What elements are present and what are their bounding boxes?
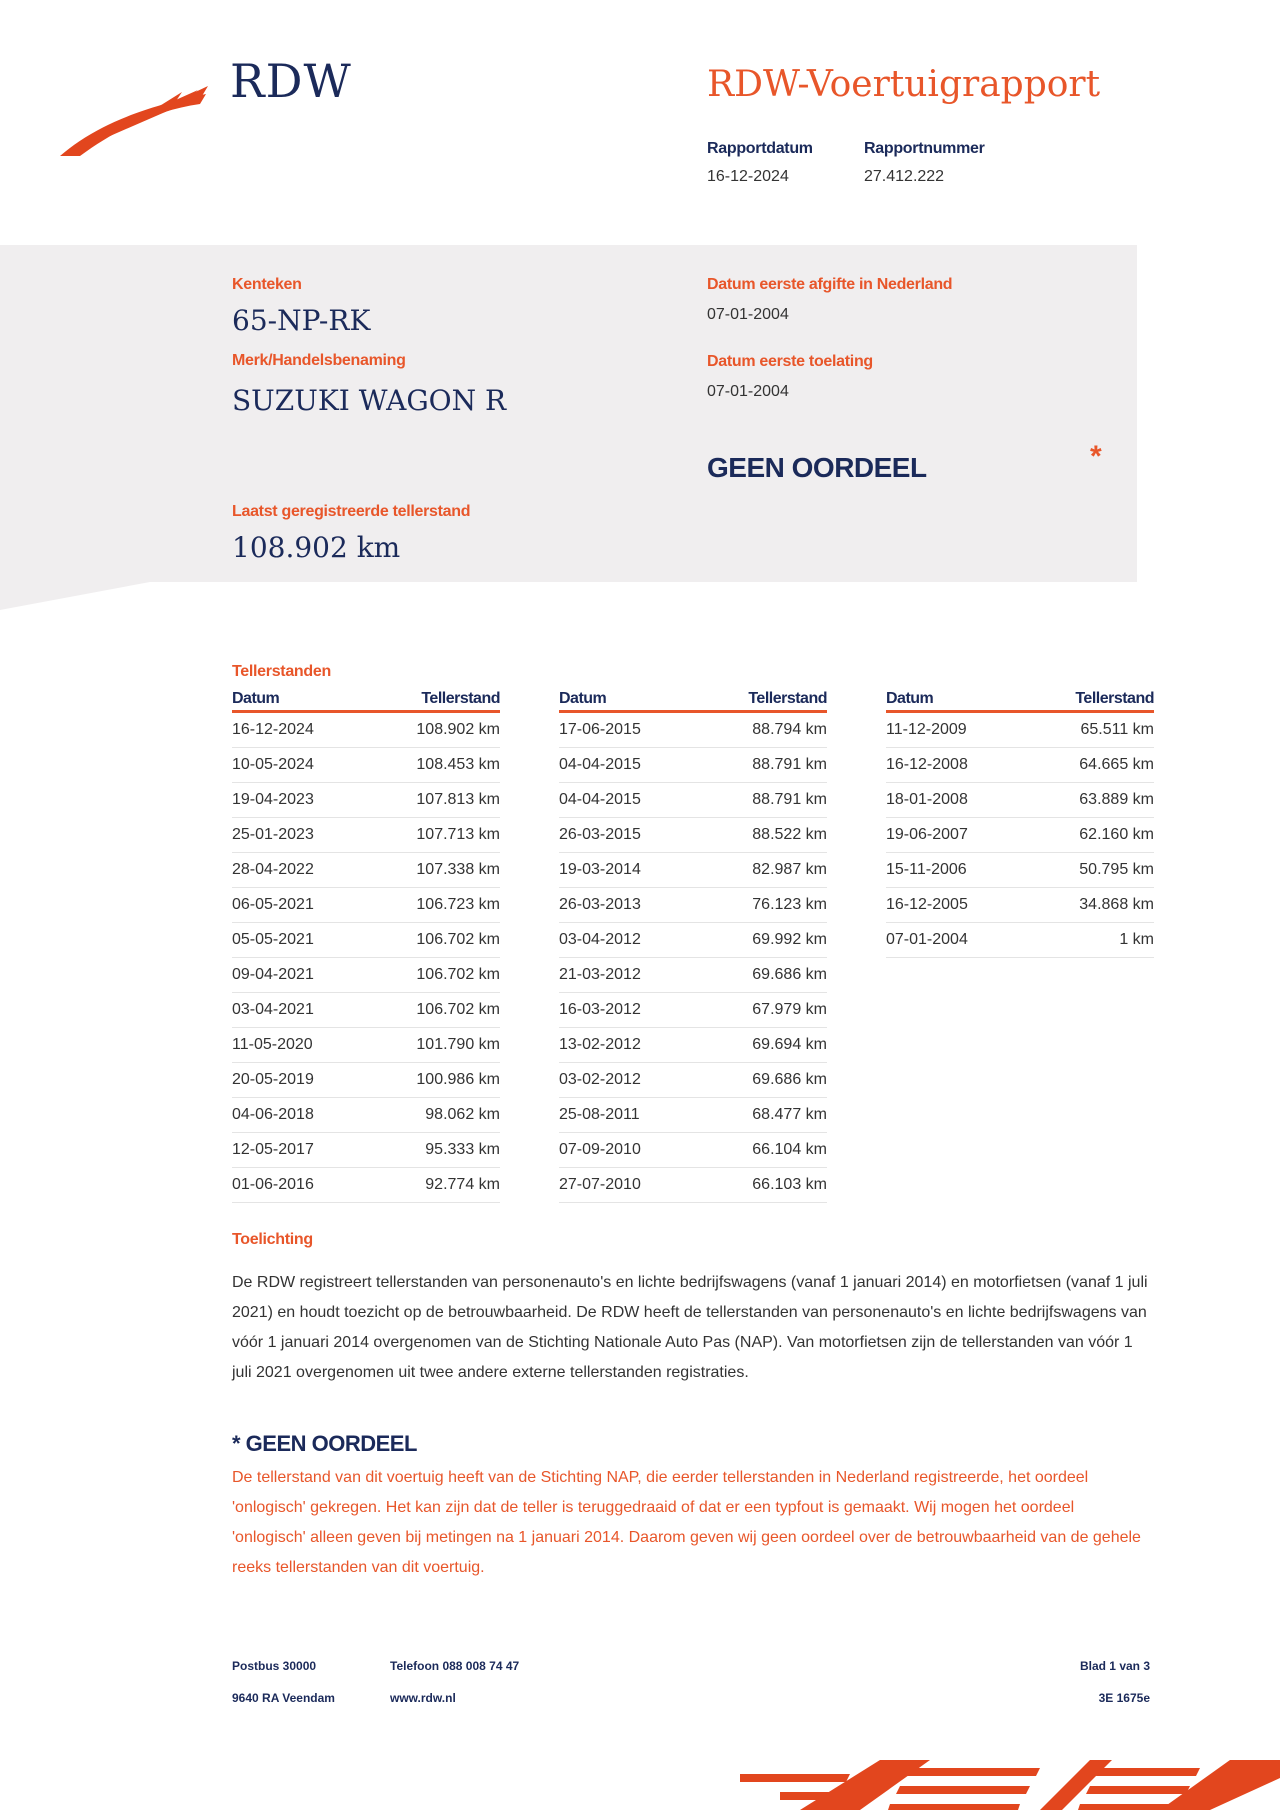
footer-telefoon: Telefoon 088 008 74 47 (390, 1659, 520, 1673)
table-row (232, 888, 500, 923)
footer-website-link[interactable]: www.rdw.nl (390, 1691, 456, 1705)
row-datum: 25-01-2023 (232, 826, 314, 843)
table-row (559, 853, 827, 888)
rapportdatum-label: Rapportdatum (707, 140, 813, 157)
col-datum-header: Datum (559, 690, 607, 707)
table-row (559, 713, 827, 748)
tellerstanden-column-2 (559, 690, 827, 1203)
summary-panel (0, 245, 1137, 582)
table-header (559, 690, 827, 713)
row-datum: 05-05-2021 (232, 931, 314, 948)
row-datum: 18-01-2008 (886, 791, 968, 808)
row-datum: 04-04-2015 (559, 791, 641, 808)
footer-adres: 9640 RA Veendam (232, 1691, 335, 1705)
row-tellerstand: 1 km (1119, 931, 1154, 948)
footer-postbus: Postbus 30000 (232, 1659, 317, 1673)
row-datum: 17-06-2015 (559, 721, 641, 738)
table-header (232, 690, 500, 713)
row-tellerstand: 50.795 km (1079, 861, 1154, 878)
table-row (886, 783, 1154, 818)
rapportnummer-value: 27.412.222 (864, 168, 945, 185)
row-datum: 03-02-2012 (559, 1071, 641, 1088)
row-datum: 16-12-2008 (886, 756, 968, 773)
row-datum: 11-12-2009 (886, 721, 967, 738)
row-tellerstand: 34.868 km (1079, 896, 1154, 913)
row-tellerstand: 68.477 km (752, 1106, 827, 1123)
table-row (559, 1098, 827, 1133)
table-row (559, 818, 827, 853)
oordeel-verdict: GEEN OORDEEL (707, 452, 927, 483)
table-row (886, 853, 1154, 888)
row-tellerstand: 88.791 km (752, 756, 827, 773)
table-row (559, 958, 827, 993)
table-row (232, 713, 500, 748)
merk-label: Merk/Handelsbenaming (232, 352, 406, 369)
rapportnummer-label: Rapportnummer (864, 140, 985, 157)
row-datum: 04-06-2018 (232, 1106, 314, 1123)
row-datum: 03-04-2021 (232, 1001, 314, 1018)
row-datum: 19-06-2007 (886, 826, 968, 843)
footer-page-number: Blad 1 van 3 (1079, 1659, 1150, 1673)
row-datum: 21-03-2012 (559, 966, 641, 983)
row-datum: 12-05-2017 (232, 1141, 314, 1158)
row-datum: 19-04-2023 (232, 791, 314, 808)
tellerstand-label: Laatst geregistreerde tellerstand (232, 503, 471, 520)
row-datum: 07-09-2010 (559, 1141, 641, 1158)
geen-oordeel-title: * GEEN OORDEEL (232, 1431, 417, 1456)
row-datum: 19-03-2014 (559, 861, 641, 878)
row-tellerstand: 107.713 km (416, 826, 500, 843)
row-tellerstand: 106.723 km (416, 896, 500, 913)
row-datum: 26-03-2015 (559, 826, 641, 843)
row-tellerstand: 62.160 km (1079, 826, 1154, 843)
table-row (559, 888, 827, 923)
table-row (559, 923, 827, 958)
footer-code: 3E 1675e (1098, 1691, 1150, 1705)
row-tellerstand: 106.702 km (416, 1001, 500, 1018)
tellerstand-value: 108.902 km (232, 531, 401, 564)
row-tellerstand: 101.790 km (416, 1036, 500, 1053)
table-row (886, 888, 1154, 923)
table-row (559, 1133, 827, 1168)
row-tellerstand: 98.062 km (425, 1106, 500, 1123)
row-datum: 10-05-2024 (232, 756, 314, 773)
toelichting-text: De RDW registreert tellerstanden van personenauto's en lichte bedrijfswagens (vanaf 1 januari 2014) en motorfietsen (vanaf 1 juli 2021) en houdt toezicht op de betrouwbaarheid. De RDW heeft de tellerstanden van personenauto's en lichte bedrijfswagens van vóór 1 januari 2014 overgenomen van de Stichting Nationale Auto Pas (NAP). Van motorfietsen zijn de tellerstanden van vóór 1 juli 2021 overgenomen uit twee andere externe tellerstanden registraties. (232, 1274, 1148, 1381)
table-row (232, 748, 500, 783)
row-tellerstand: 106.702 km (416, 931, 500, 948)
row-tellerstand: 107.813 km (416, 791, 500, 808)
table-row (232, 1098, 500, 1133)
table-row (559, 748, 827, 783)
row-datum: 06-05-2021 (232, 896, 314, 913)
row-datum: 20-05-2019 (232, 1071, 314, 1088)
table-row (232, 853, 500, 888)
row-tellerstand: 69.694 km (752, 1036, 827, 1053)
tellerstanden-column-3 (886, 690, 1154, 958)
table-row (886, 923, 1154, 958)
table-row (232, 993, 500, 1028)
rapportdatum-value: 16-12-2024 (707, 168, 789, 185)
toelichting-title: Toelichting (232, 1231, 313, 1248)
table-row (232, 1133, 500, 1168)
table-row (886, 818, 1154, 853)
row-tellerstand: 65.511 km (1080, 721, 1154, 738)
col-datum-header: Datum (886, 690, 934, 707)
afgifte-value: 07-01-2004 (707, 306, 789, 323)
table-header (886, 690, 1154, 713)
row-datum: 25-08-2011 (559, 1106, 640, 1123)
row-tellerstand: 88.794 km (752, 721, 827, 738)
afgifte-label: Datum eerste afgifte in Nederland (707, 276, 953, 293)
row-tellerstand: 88.522 km (752, 826, 827, 843)
row-datum: 16-12-2005 (886, 896, 968, 913)
row-datum: 27-07-2010 (559, 1176, 641, 1193)
row-tellerstand: 100.986 km (416, 1071, 500, 1088)
col-tellerstand-header: Tellerstand (1075, 690, 1154, 707)
tellerstanden-column-1 (232, 690, 500, 1203)
table-row (559, 1063, 827, 1098)
row-tellerstand: 63.889 km (1079, 791, 1154, 808)
table-row (559, 1028, 827, 1063)
row-tellerstand: 69.686 km (752, 966, 827, 983)
row-tellerstand: 76.123 km (752, 896, 827, 913)
oordeel-asterisk: * (1090, 440, 1102, 473)
table-row (232, 1063, 500, 1098)
table-row (232, 923, 500, 958)
merk-value: SUZUKI WAGON R (232, 384, 507, 417)
kenteken-value: 65-NP-RK (232, 304, 371, 337)
row-datum: 04-04-2015 (559, 756, 641, 773)
report-title: RDW-Voertuigrapport (707, 64, 1101, 105)
table-row (232, 958, 500, 993)
col-datum-header: Datum (232, 690, 280, 707)
row-tellerstand: 67.979 km (752, 1001, 827, 1018)
row-tellerstand: 82.987 km (752, 861, 827, 878)
table-row (232, 818, 500, 853)
row-tellerstand: 108.902 km (416, 721, 500, 738)
table-row (232, 1028, 500, 1063)
row-datum: 11-05-2020 (232, 1036, 313, 1053)
toelating-value: 07-01-2004 (707, 383, 789, 400)
rdw-stripes-icon (740, 1758, 1280, 1810)
row-datum: 16-12-2024 (232, 721, 314, 738)
row-tellerstand: 66.103 km (752, 1176, 827, 1193)
table-row (886, 748, 1154, 783)
row-tellerstand: 69.686 km (752, 1071, 827, 1088)
row-datum: 26-03-2013 (559, 896, 641, 913)
logo-wordmark: RDW (230, 54, 352, 108)
row-tellerstand: 106.702 km (416, 966, 500, 983)
row-tellerstand: 64.665 km (1079, 756, 1154, 773)
table-row (886, 713, 1154, 748)
table-row (232, 783, 500, 818)
summary-panel-notch (0, 582, 150, 610)
row-datum: 16-03-2012 (559, 1001, 641, 1018)
row-tellerstand: 92.774 km (425, 1176, 500, 1193)
row-datum: 28-04-2022 (232, 861, 314, 878)
row-datum: 13-02-2012 (559, 1036, 641, 1053)
row-tellerstand: 107.338 km (416, 861, 500, 878)
row-tellerstand: 66.104 km (752, 1141, 827, 1158)
row-datum: 01-06-2016 (232, 1176, 314, 1193)
table-row (559, 993, 827, 1028)
table-row (559, 1168, 827, 1203)
table-row (232, 1168, 500, 1203)
row-tellerstand: 95.333 km (425, 1141, 500, 1158)
row-datum: 07-01-2004 (886, 931, 968, 948)
geen-oordeel-text: De tellerstand van dit voertuig heeft van de Stichting NAP, die eerder tellerstanden in Nederland registreerde, het oordeel 'onlogisch' gekregen. Het kan zijn dat de teller is teruggedraaid of dat er een typfout is gemaakt. Wij mogen het oordeel 'onlogisch' alleen geven bij metingen na 1 januari 2014. Daarom geven wij geen oordeel over de betrouwbaarheid van de gehele reeks tellerstanden van dit voertuig. (232, 1469, 1141, 1576)
row-datum: 09-04-2021 (232, 966, 314, 983)
toelating-label: Datum eerste toelating (707, 353, 873, 370)
col-tellerstand-header: Tellerstand (748, 690, 827, 707)
row-datum: 03-04-2012 (559, 931, 641, 948)
tellerstanden-title: Tellerstanden (232, 663, 331, 680)
row-tellerstand: 88.791 km (752, 791, 827, 808)
table-row (559, 783, 827, 818)
row-datum: 15-11-2006 (886, 861, 967, 878)
row-tellerstand: 108.453 km (416, 756, 500, 773)
row-tellerstand: 69.992 km (752, 931, 827, 948)
col-tellerstand-header: Tellerstand (421, 690, 500, 707)
rdw-logo-icon (58, 80, 208, 160)
kenteken-label: Kenteken (232, 276, 302, 293)
